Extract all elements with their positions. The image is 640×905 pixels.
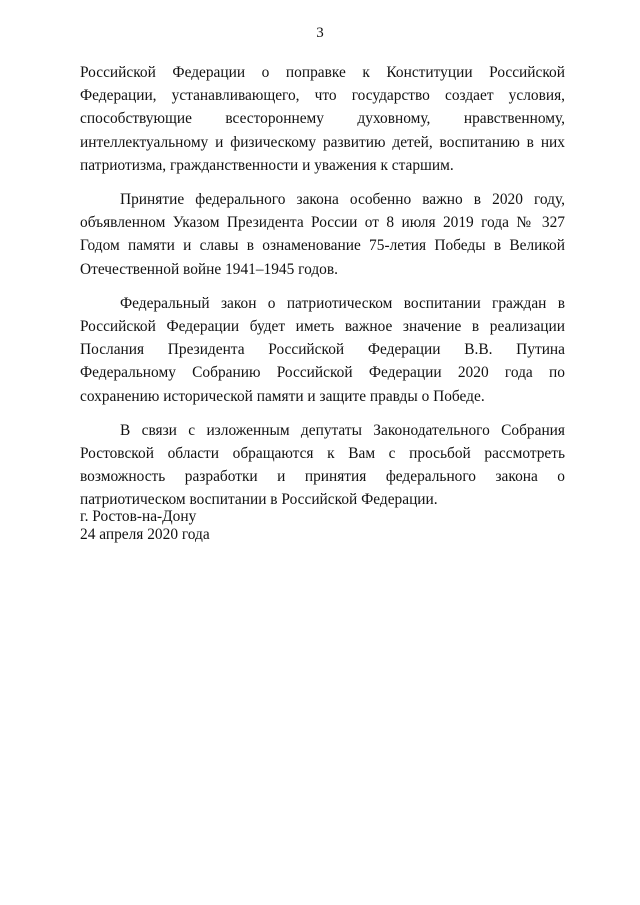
paragraph-law-importance: Принятие федерального закона особенно важно в 2020 году, объявленном Указом Президента России от 8 июля 2019 года № 327 Годом памяти и славы в ознаменование 75-летия Победы в Великой Отечественной войне 1941–1945 годов. — [80, 191, 565, 278]
page-number: 3 — [316, 25, 324, 41]
paragraph-law-significance: Федеральный закон о патриотическом воспитании граждан в Российской Федерации будет иметь важное значение в реализации Послания Президента Российской Федерации В.В. Путина Федеральному Собранию Российской Федерации 2020 года по сохранению исторической памяти и защите правды о Победе. — [80, 294, 565, 405]
signature-place: г. Ростов-на-Дону — [80, 508, 197, 525]
signature-block — [80, 508, 210, 544]
document-body — [80, 61, 565, 523]
signature-date: 24 апреля 2020 года — [80, 526, 210, 543]
paragraph-request: В связи с изложенным депутаты Законодательного Собрания Ростовской области обращаются к Вам с просьбой рассмотреть возможность разработки и принятия федерального закона о патриотическом воспитании в Российской Федерации. — [80, 421, 565, 509]
paragraph-continuation: Российской Федерации о поправке к Конституции Российской Федерации, устанавливающего, что государство создает условия, способствующие всестороннему духовному, нравственному, интеллектуальному и физическому развитию детей, воспитанию в них патриотизма, гражданственности и уважения к старшим. — [80, 64, 565, 174]
